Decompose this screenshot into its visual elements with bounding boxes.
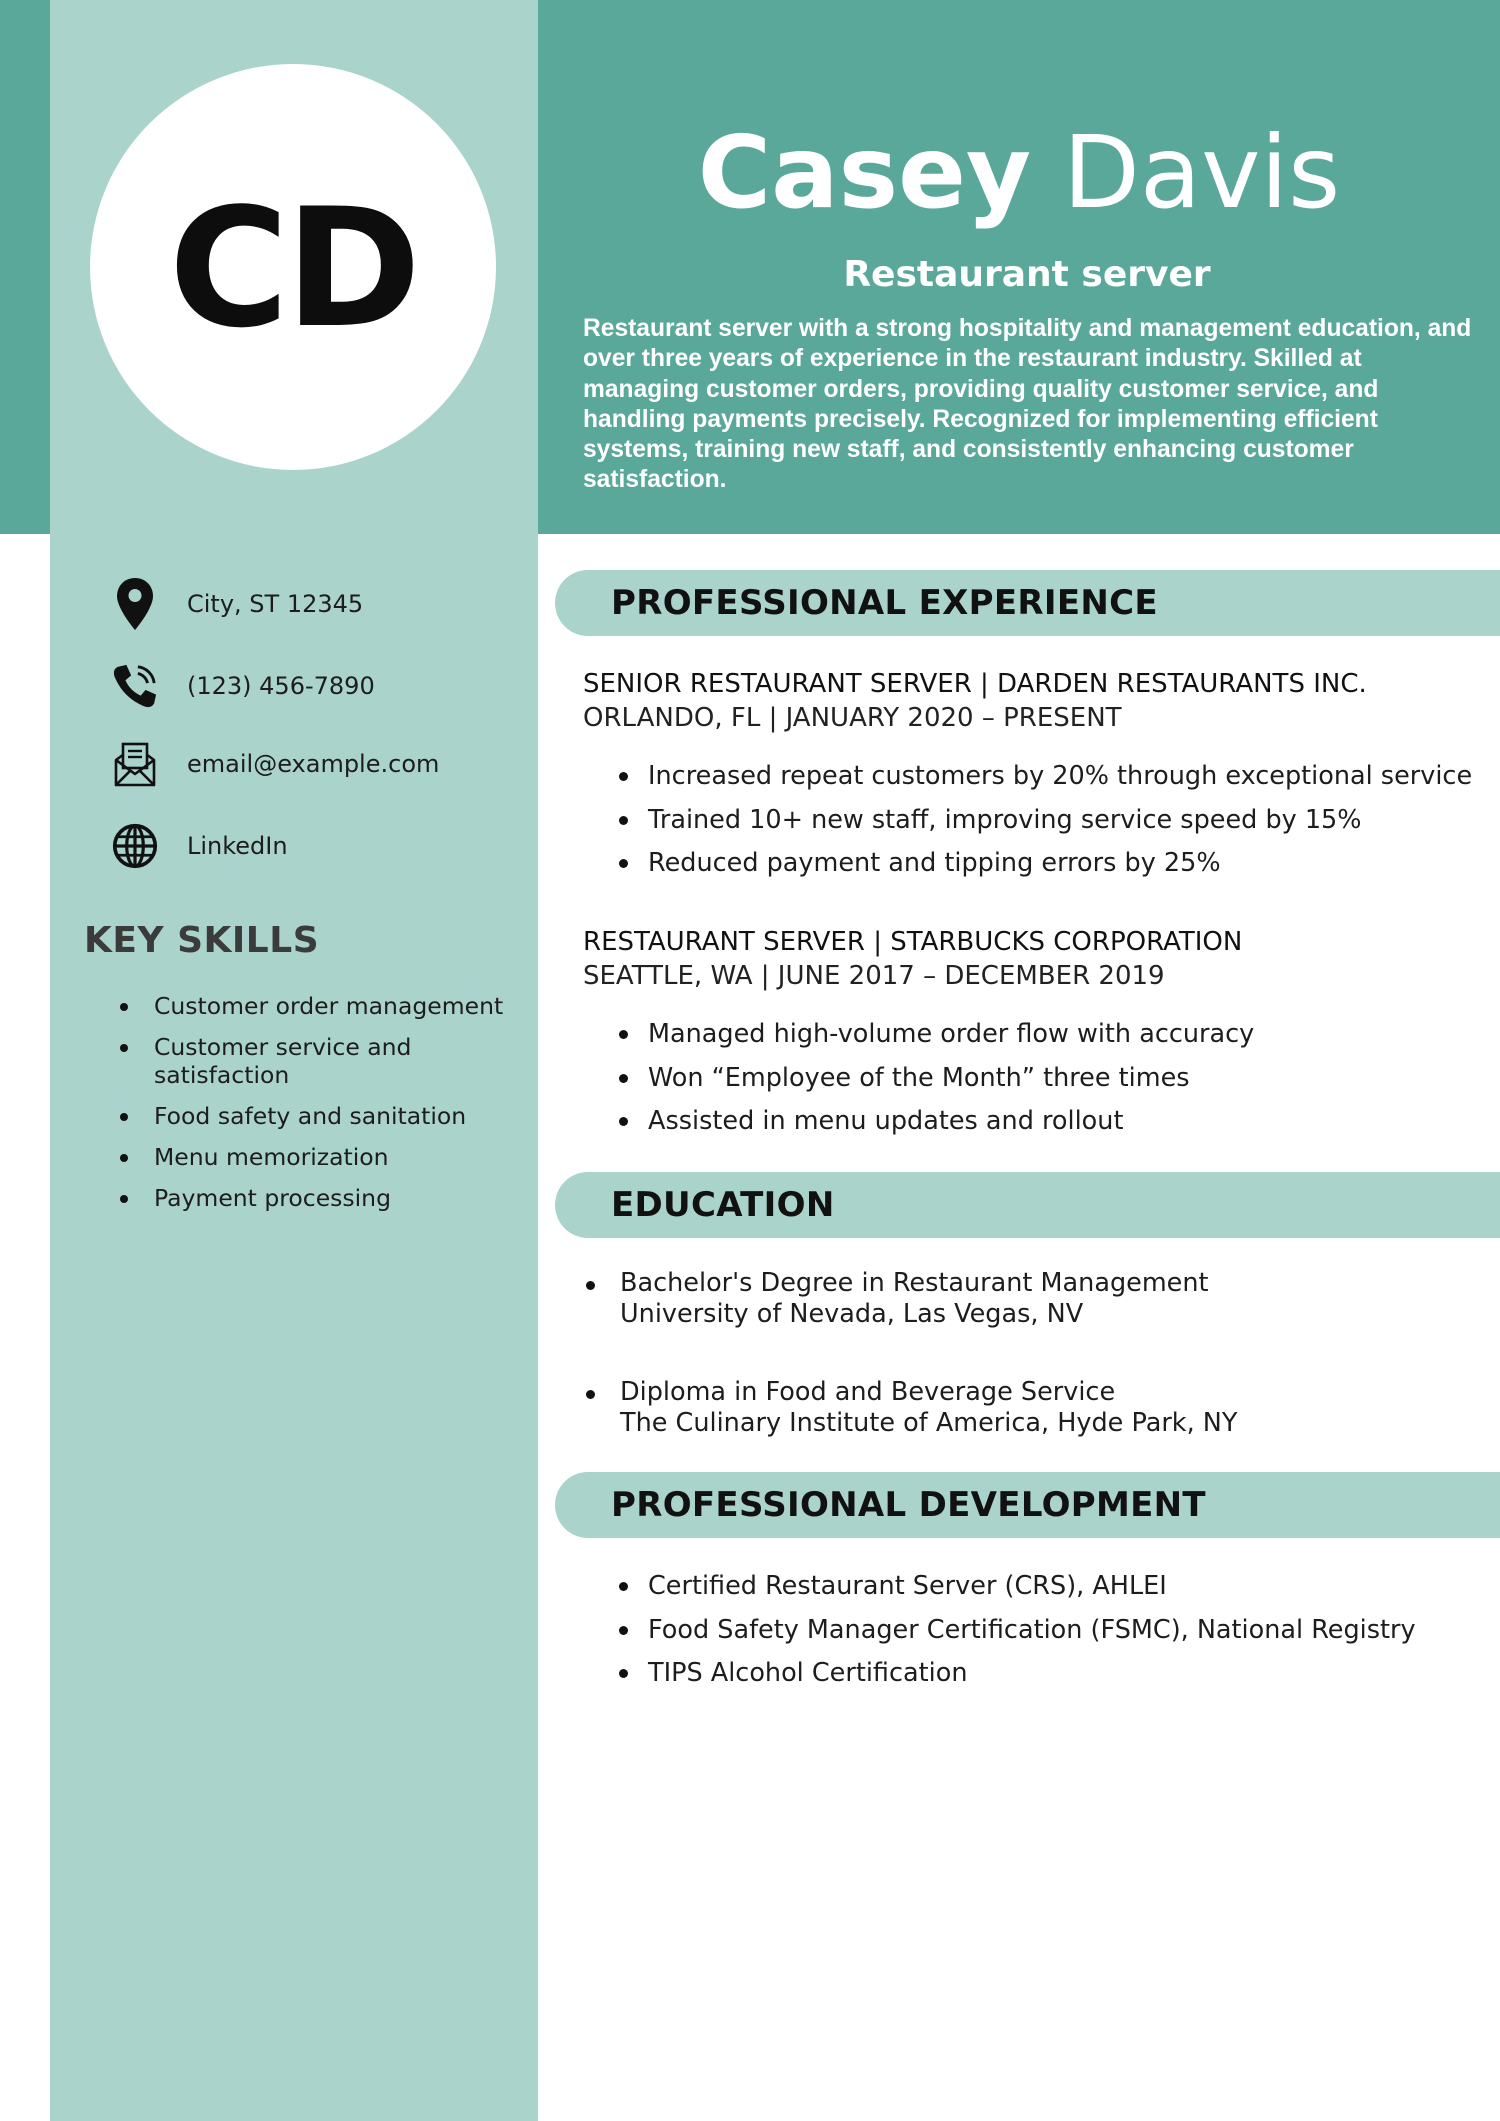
degree-name: Bachelor's Degree in Restaurant Management — [620, 1268, 1209, 1298]
achievement-item: Won “Employee of the Month” three times — [617, 1061, 1254, 1105]
development-heading: PROFESSIONAL DEVELOPMENT — [611, 1485, 1206, 1525]
skill-item: Food safety and sanitation — [116, 1102, 516, 1130]
email-text: email@example.com — [187, 750, 440, 778]
skill-item: Payment processing — [116, 1184, 516, 1212]
experience-section-bar — [555, 570, 1500, 636]
experience-heading: PROFESSIONAL EXPERIENCE — [611, 583, 1158, 623]
achievement-item: Assisted in menu updates and rollout — [617, 1104, 1254, 1148]
monogram-initials: CD — [168, 173, 418, 364]
school-name: University of Nevada, Las Vegas, NV — [620, 1299, 1084, 1329]
monogram-circle — [90, 64, 496, 470]
degree-name: Diploma in Food and Beverage Service — [620, 1377, 1116, 1407]
education-item — [583, 1268, 1209, 1330]
candidate-name — [538, 114, 1500, 231]
contact-location — [112, 574, 364, 634]
achievement-item: Trained 10+ new staff, improving service speed by 15% — [617, 803, 1472, 847]
education-heading: EDUCATION — [611, 1185, 835, 1225]
job-entry — [583, 667, 1483, 735]
job-entry — [583, 925, 1483, 993]
location-pin-icon — [112, 579, 158, 629]
contact-linkedin — [112, 816, 288, 876]
bullet-dot — [586, 1281, 595, 1290]
achievement-item: Increased repeat customers by 20% through exceptional service — [617, 759, 1472, 803]
contact-email — [112, 734, 440, 794]
skill-item: Menu memorization — [116, 1143, 516, 1171]
certification-item: Food Safety Manager Certification (FSMC), National Registry — [617, 1613, 1416, 1657]
education-item — [583, 1377, 1237, 1439]
development-list — [617, 1569, 1416, 1700]
skills-heading: KEY SKILLS — [84, 920, 320, 961]
job-heading: RESTAURANT SERVER | STARBUCKS CORPORATION — [583, 927, 1243, 957]
linkedin-text: LinkedIn — [187, 832, 288, 860]
education-section-bar — [555, 1172, 1500, 1238]
certification-item: TIPS Alcohol Certification — [617, 1656, 1416, 1700]
globe-icon — [112, 821, 158, 871]
phone-icon — [112, 661, 158, 711]
skills-list — [116, 992, 516, 1225]
achievement-item: Managed high-volume order flow with accuracy — [617, 1017, 1254, 1061]
contact-phone — [112, 656, 375, 716]
job-achievements — [617, 759, 1472, 890]
bullet-dot — [586, 1390, 595, 1399]
achievement-item: Reduced payment and tipping errors by 25% — [617, 846, 1472, 890]
job-location-dates: ORLANDO, FL | JANUARY 2020 – PRESENT — [583, 703, 1122, 733]
last-name: Davis — [1062, 114, 1341, 231]
job-location-dates: SEATTLE, WA | JUNE 2017 – DECEMBER 2019 — [583, 961, 1165, 991]
job-title: Restaurant server — [843, 254, 1211, 295]
header-left-band — [0, 0, 50, 534]
school-name: The Culinary Institute of America, Hyde Park, NY — [620, 1408, 1238, 1438]
first-name: Casey — [697, 114, 1032, 231]
envelope-icon — [112, 739, 158, 789]
skill-item: Customer order management — [116, 992, 516, 1020]
certification-item: Certified Restaurant Server (CRS), AHLEI — [617, 1569, 1416, 1613]
professional-summary: Restaurant server with a strong hospitality and management education, and over three years of experience in the restaurant industry. Skilled at managing customer orders, providing quality customer service, and handling payments precisely. Recognized for implementing efficient systems, training new staff, and consistently enhancing customer satisfaction. — [583, 315, 1472, 494]
skill-item: Customer service and satisfaction — [116, 1033, 444, 1089]
location-text: City, ST 12345 — [187, 590, 364, 618]
job-heading: SENIOR RESTAURANT SERVER | DARDEN RESTAURANTS INC. — [583, 669, 1367, 699]
phone-text: (123) 456-7890 — [187, 672, 375, 700]
development-section-bar — [555, 1472, 1500, 1538]
job-achievements — [617, 1017, 1254, 1148]
